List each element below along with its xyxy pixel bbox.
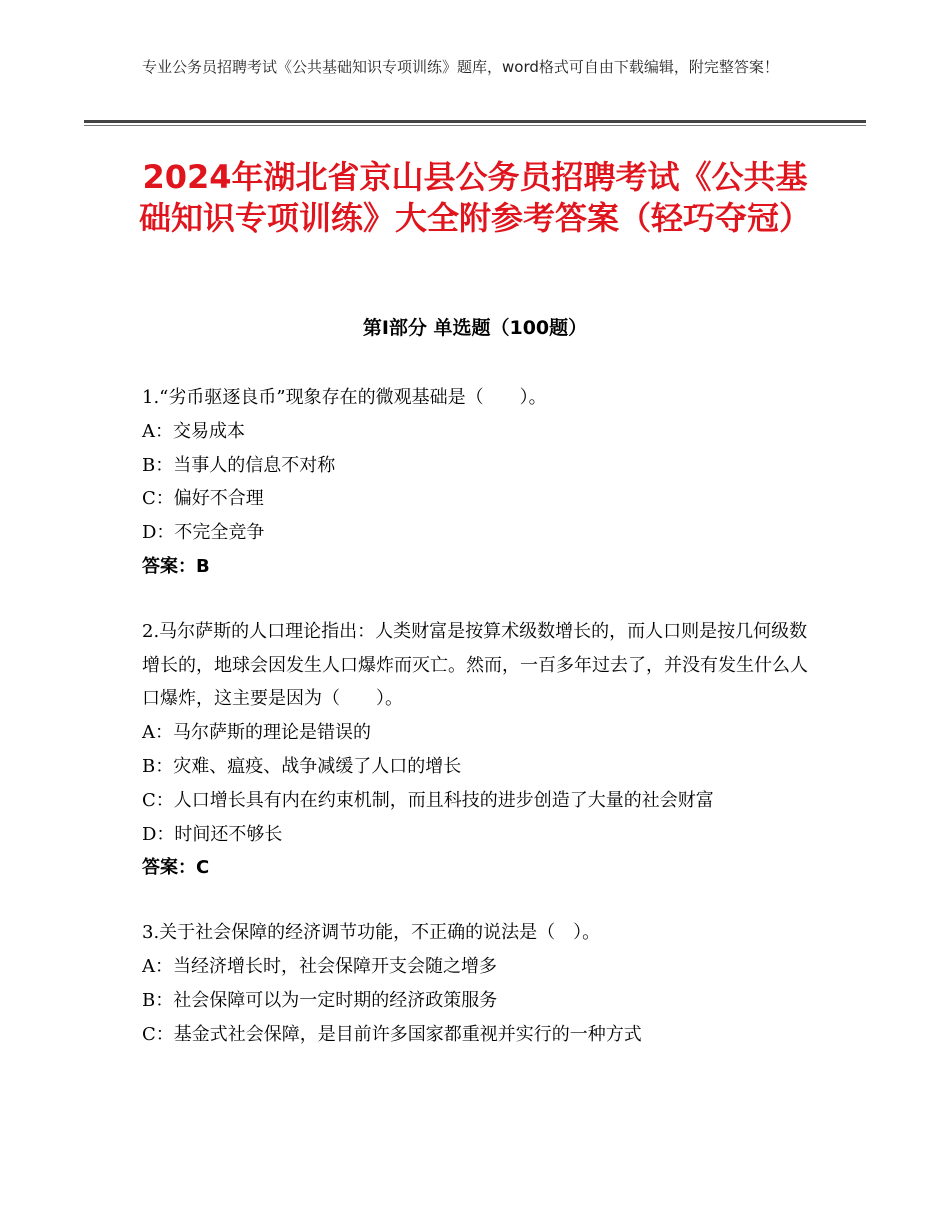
option-c: C：人口增长具有内在约束机制，而且科技的进步创造了大量的社会财富 [142, 789, 714, 811]
option-d: D：不完全竞争 [142, 522, 265, 544]
option-b: B：当事人的信息不对称 [142, 454, 336, 476]
header-note: 专业公务员招聘考试《公共基础知识专项训练》题库，word格式可自由下载编辑，附完整答案！ [142, 58, 779, 76]
option-a: A：当经济增长时，社会保障开支会随之增多 [142, 955, 497, 977]
option-d: D：时间还不够长 [142, 823, 283, 845]
option-a: A：交易成本 [142, 420, 245, 442]
option-c: C：偏好不合理 [142, 488, 264, 510]
question-list [142, 381, 812, 1082]
option-b: B：社会保障可以为一定时期的经济政策服务 [142, 989, 498, 1011]
question-1 [142, 381, 812, 584]
answer-label: 答案：C [142, 857, 210, 879]
option-a: A：马尔萨斯的理论是错误的 [142, 722, 371, 744]
answer-label: 答案：B [142, 555, 210, 577]
header-rule-thick [84, 120, 866, 123]
option-b: B：灾难、瘟疫、战争减缓了人口的增长 [142, 755, 462, 777]
question-stem: 2.马尔萨斯的人口理论指出：人类财富是按算术级数增长的，而人口则是按几何级数增长的，地球会因发生人口爆炸而灭亡。然而，一百多年过去了，并没有发生什么人口爆炸，这主要是因为（ ）。 [142, 620, 808, 710]
header-rule-thin [84, 125, 866, 126]
question-stem: 3.关于社会保障的经济调节功能，不正确的说法是（ ）。 [142, 922, 601, 944]
question-3 [142, 916, 812, 1051]
question-stem: 1.“劣币驱逐良币”现象存在的微观基础是（ ）。 [142, 387, 547, 408]
question-2 [142, 615, 812, 885]
section-heading: 第Ⅰ部分 单选题（100题） [362, 317, 588, 339]
document-title: 2024年湖北省京山县公务员招聘考试《公共基础知识专项训练》大全附参考答案（轻巧夺冠） [138, 158, 811, 237]
option-c: C：基金式社会保障，是目前许多国家都重视并实行的一种方式 [142, 1023, 642, 1045]
